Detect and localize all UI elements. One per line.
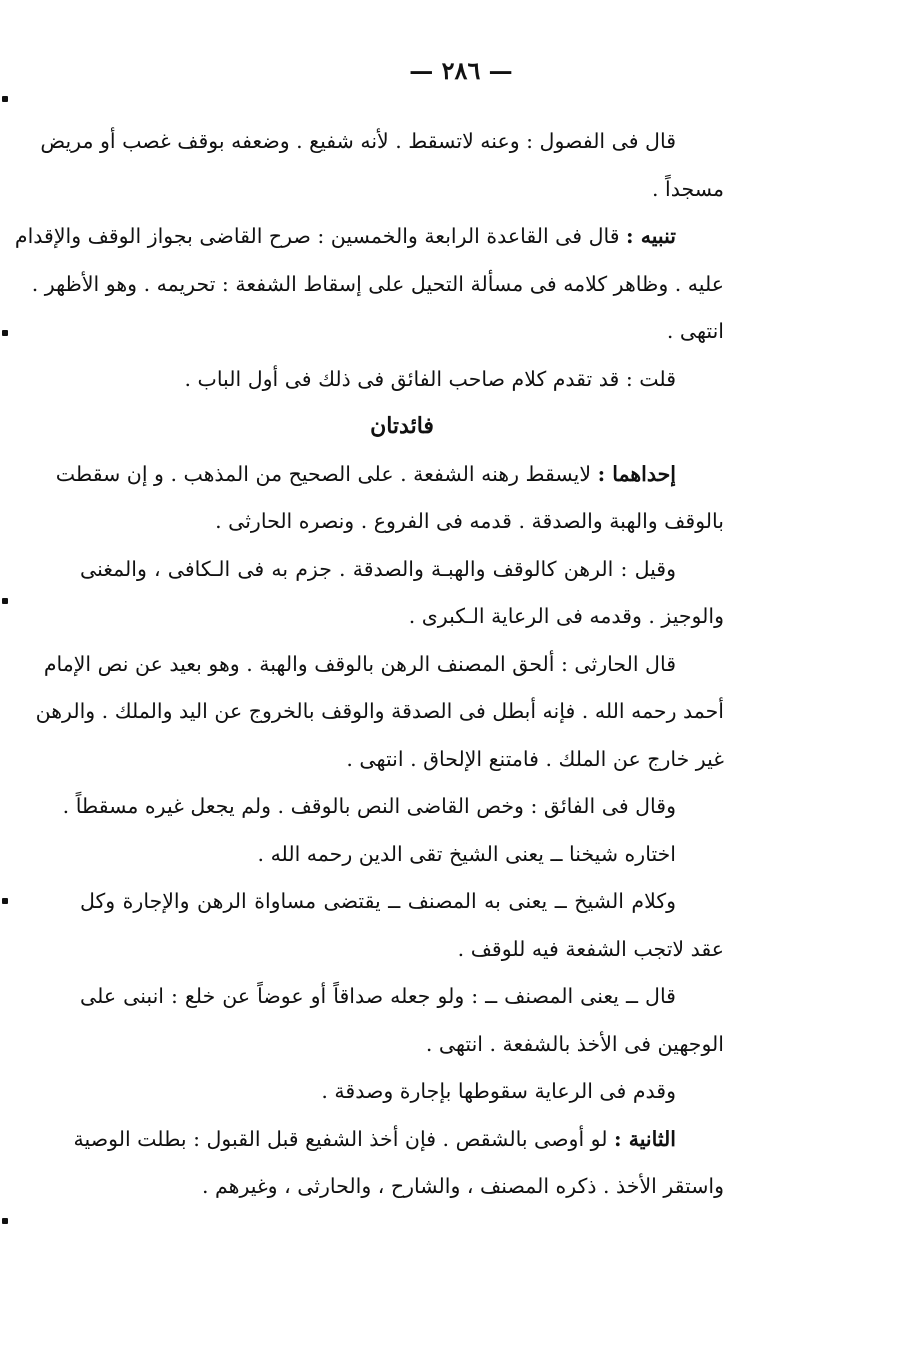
margin-mark	[2, 96, 8, 102]
line-text: قال الحارثى : ألحق المصنف الرهن بالوقف والهبة . وهو بعيد عن نص الإمام	[43, 651, 676, 676]
line-text: قال فى الفصول : وعنه لاتسقط . لأنه شفيع . وضعفه بوقف غصب أو مريض	[40, 129, 676, 153]
paragraph	[40, 118, 724, 213]
paragraph	[80, 878, 724, 973]
margin-mark	[2, 330, 8, 336]
line-text: لايسقط رهنه الشفعة . على الصحيح من المذهب . و إن سقطت	[55, 461, 598, 486]
text-line	[80, 546, 724, 594]
line-text: فائدتان	[370, 413, 434, 439]
paragraph	[55, 451, 724, 546]
line-text: لو أوصى بالشقص . فإن أخذ الشفيع قبل القبول : بطلت الوصية	[73, 1126, 615, 1151]
text-line	[80, 831, 724, 879]
line-text: عليه . وظاهر كلامه فى مسألة التحيل على إسقاط الشفعة : تحريمه . وهو الأظهر .	[31, 271, 724, 296]
keyword: إحداهما :	[597, 461, 676, 486]
text-line	[80, 498, 724, 546]
line-text: اختاره شيخنا ــ يعنى الشيخ تقى الدين رحمه الله .	[257, 841, 676, 866]
paragraph	[80, 831, 724, 879]
line-text: وقيل : الرهن كالوقف والهبـة والصدقة . جزم به فى الـكافى ، والمغنى	[80, 556, 676, 581]
keyword: تنبيه :	[626, 224, 676, 248]
page-number: — ٢٨٦ —	[409, 56, 513, 85]
text-line	[80, 973, 724, 1021]
line-text: بالوقف والهبة والصدقة . قدمه فى الفروع . ونصره الحارثى .	[215, 509, 724, 533]
line-text: قال ــ يعنى المصنف ــ : ولو جعله صداقاً أو عوضاً عن خلع : انبنى على	[80, 984, 676, 1008]
paragraph	[14, 213, 724, 356]
text-line	[80, 166, 724, 214]
text-line	[80, 878, 724, 926]
margin-mark	[2, 1218, 8, 1224]
line-text: قلت : قد تقدم كلام صاحب الفائق فى ذلك فى أول الباب .	[184, 366, 676, 391]
line-text: قال فى القاعدة الرابعة والخمسين : صرح القاضى بجواز الوقف والإقدام	[14, 224, 627, 248]
keyword: الثانية :	[614, 1126, 676, 1151]
text-line	[14, 213, 724, 261]
line-text: انتهى .	[666, 319, 724, 343]
text-line	[80, 593, 724, 641]
paragraph	[80, 356, 724, 404]
text-line	[80, 1163, 724, 1211]
line-text: غير خارج عن الملك . فامتنع الإلحاق . انتهى .	[346, 746, 724, 771]
text-line	[80, 1021, 724, 1069]
paragraph	[80, 1068, 724, 1116]
line-text: عقد لاتجب الشفعة فيه للوقف .	[457, 936, 724, 961]
text-line	[80, 356, 724, 404]
paragraph	[35, 641, 724, 784]
text-line	[62, 783, 724, 831]
line-text: وقال فى الفائق : وخص القاضى النص بالوقف . ولم يجعل غيره مسقطاً .	[62, 794, 676, 818]
text-line	[73, 1116, 724, 1164]
line-text: وكلام الشيخ ــ يعنى به المصنف ــ يقتضى مساواة الرهن والإجارة وكل	[80, 889, 676, 913]
text-line	[55, 451, 724, 499]
paragraph	[80, 973, 724, 1068]
line-text: أحمد رحمه الله . فإنه أبطل فى الصدقة والوقف بالخروج عن اليد والملك . والرهن	[35, 699, 724, 723]
paragraph	[80, 403, 724, 451]
text-line	[80, 308, 724, 356]
text-line	[43, 641, 724, 689]
line-text: الوجهين فى الأخذ بالشفعة . انتهى .	[425, 1031, 724, 1056]
text-line	[80, 403, 724, 451]
line-text: وقدم فى الرعاية سقوطها بإجارة وصدقة .	[321, 1079, 676, 1103]
text-line	[40, 118, 724, 166]
line-text: والوجيز . وقدمه فى الرعاية الـكبرى .	[408, 604, 724, 628]
text-line	[80, 926, 724, 974]
margin-mark	[2, 898, 8, 904]
margin-mark	[2, 598, 8, 604]
text-line	[80, 1068, 724, 1116]
paragraph	[62, 783, 724, 831]
text-line	[80, 736, 724, 784]
body-text	[14, 118, 724, 1211]
paragraph	[80, 546, 724, 641]
line-text: واستقر الأخذ . ذكره المصنف ، والشارح ، والحارثى ، وغيرهم .	[201, 1174, 724, 1198]
text-line	[31, 261, 724, 309]
line-text: مسجداً .	[652, 176, 724, 201]
paragraph	[73, 1116, 724, 1211]
text-line	[35, 688, 724, 736]
